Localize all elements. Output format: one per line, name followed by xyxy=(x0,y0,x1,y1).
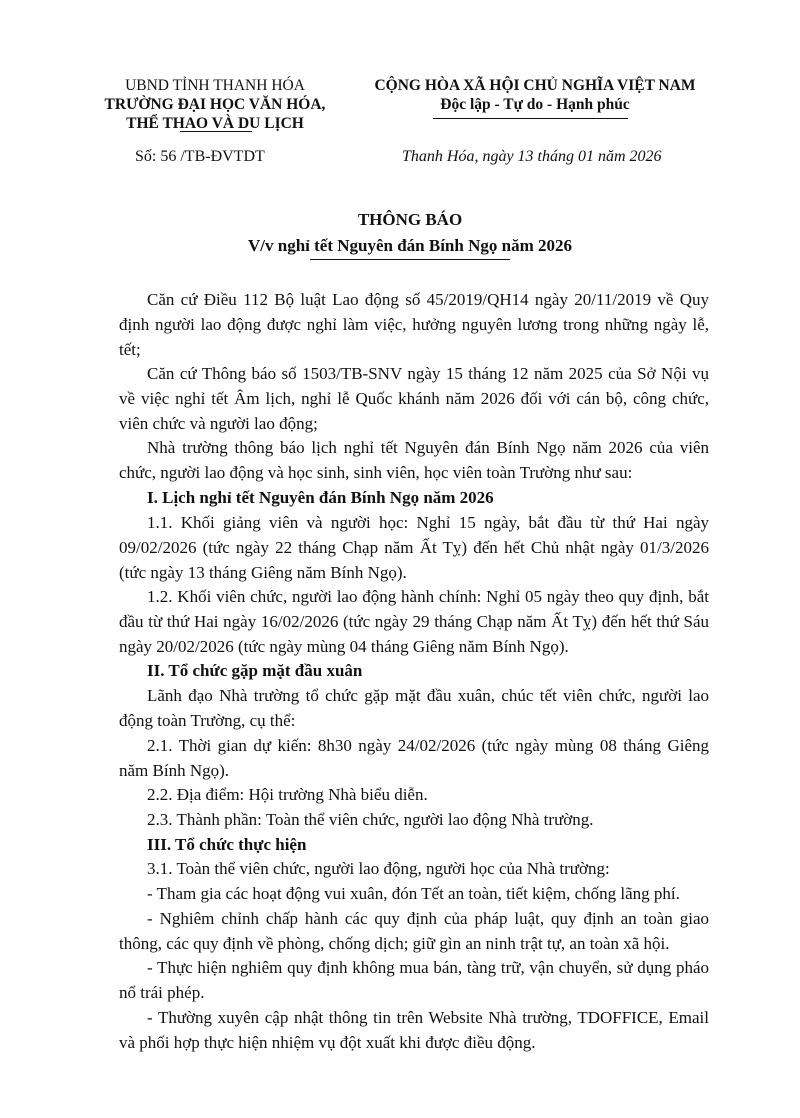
motto-underline xyxy=(433,118,628,119)
national-motto xyxy=(360,76,710,114)
list-item-updates: - Thường xuyên cập nhật thông tin trên Website Nhà trường, TDOFFICE, Email và phối hợp thực hiện nhiệm vụ đột xuất khi được điều động. xyxy=(119,1008,709,1052)
document-title: THÔNG BÁO xyxy=(357,210,463,229)
document-subject: V/v nghỉ tết Nguyên đán Bính Ngọ năm 2026 xyxy=(247,236,572,255)
nation-motto: Độc lập - Tự do - Hạnh phúc xyxy=(440,96,630,113)
section-heading-2: II. Tổ chức gặp mặt đầu xuân xyxy=(147,661,363,680)
paragraph-2-intro: Lãnh đạo Nhà trường tổ chức gặp mặt đầu xuân, chúc tết viên chức, người lao động toàn Trường, cụ thể: xyxy=(119,686,709,730)
paragraph-2-3: 2.3. Thành phần: Toàn thể viên chức, người lao động Nhà trường. xyxy=(147,810,594,829)
paragraph-1-1: 1.1. Khối giảng viên và người học: Nghỉ 15 ngày, bắt đầu từ thứ Hai ngày 09/02/2026 (tức ngày 22 tháng Chạp năm Ất Tỵ) đến hết Chủ nhật ngày 01/3/2026 (tức ngày 13 tháng Giêng năm Bính Ngọ). xyxy=(119,513,709,582)
paragraph-legal-basis-2: Căn cứ Thông báo số 1503/TB-SNV ngày 15 tháng 12 năm 2025 của Sở Nội vụ về việc nghỉ tết Âm lịch, nghỉ lễ Quốc khánh năm 2026 đối với cán bộ, công chức, viên chức và người lao động; xyxy=(119,364,709,433)
agency-name-line2: THỂ THAO VÀ DU LỊCH xyxy=(126,115,304,132)
paragraph-2-2: 2.2. Địa điểm: Hội trường Nhà biểu diễn. xyxy=(147,785,428,804)
place-date: Thanh Hóa, ngày 13 tháng 01 năm 2026 xyxy=(402,148,662,165)
issuing-agency xyxy=(90,76,340,133)
agency-parent: UBND TỈNH THANH HÓA xyxy=(125,77,305,94)
paragraph-legal-basis-1: Căn cứ Điều 112 Bộ luật Lao động số 45/2019/QH14 ngày 20/11/2019 về Quy định người lao động được nghỉ làm việc, hưởng nguyên lương trong những ngày lễ, tết; xyxy=(119,290,709,359)
paragraph-1-2: 1.2. Khối viên chức, người lao động hành chính: Nghỉ 05 ngày theo quy định, bắt đầu từ thứ Hai ngày 16/02/2026 (tức ngày 29 tháng Chạp năm Ất Tỵ) đến hết thứ Sáu ngày 20/02/2026 (tức ngày mùng 04 tháng Giêng năm Bính Ngọ). xyxy=(119,587,709,656)
subject-underline xyxy=(310,259,510,260)
section-heading-3: III. Tổ chức thực hiện xyxy=(147,835,307,854)
paragraph-intro: Nhà trường thông báo lịch nghỉ tết Nguyên đán Bính Ngọ năm 2026 của viên chức, người lao động và học sinh, sinh viên, học viên toàn Trường như sau: xyxy=(119,438,709,482)
nation-name: CỘNG HÒA XÃ HỘI CHỦ NGHĨA VIỆT NAM xyxy=(374,77,696,94)
agency-name-line1: TRƯỜNG ĐẠI HỌC VĂN HÓA, xyxy=(104,96,326,113)
list-item-activities: - Tham gia các hoạt động vui xuân, đón Tết an toàn, tiết kiệm, chống lãng phí. xyxy=(147,884,680,903)
paragraph-2-1: 2.1. Thời gian dự kiến: 8h30 ngày 24/02/2026 (tức ngày mùng 08 tháng Giêng năm Bính Ngọ). xyxy=(119,736,709,780)
agency-underline xyxy=(180,131,252,132)
paragraph-3-1: 3.1. Toàn thể viên chức, người lao động, người học của Nhà trường: xyxy=(147,859,610,878)
list-item-compliance: - Nghiêm chỉnh chấp hành các quy định của pháp luật, quy định an toàn giao thông, các quy định về phòng, chống dịch; giữ gìn an ninh trật tự, an toàn xã hội. xyxy=(119,909,709,953)
section-heading-1: I. Lịch nghỉ tết Nguyên đán Bính Ngọ năm 2026 xyxy=(147,488,494,507)
document-number: Số: 56 /TB-ĐVTDT xyxy=(135,148,265,165)
list-item-fireworks: - Thực hiện nghiêm quy định không mua bán, tàng trữ, vận chuyển, sử dụng pháo nổ trái phép. xyxy=(119,958,709,1002)
